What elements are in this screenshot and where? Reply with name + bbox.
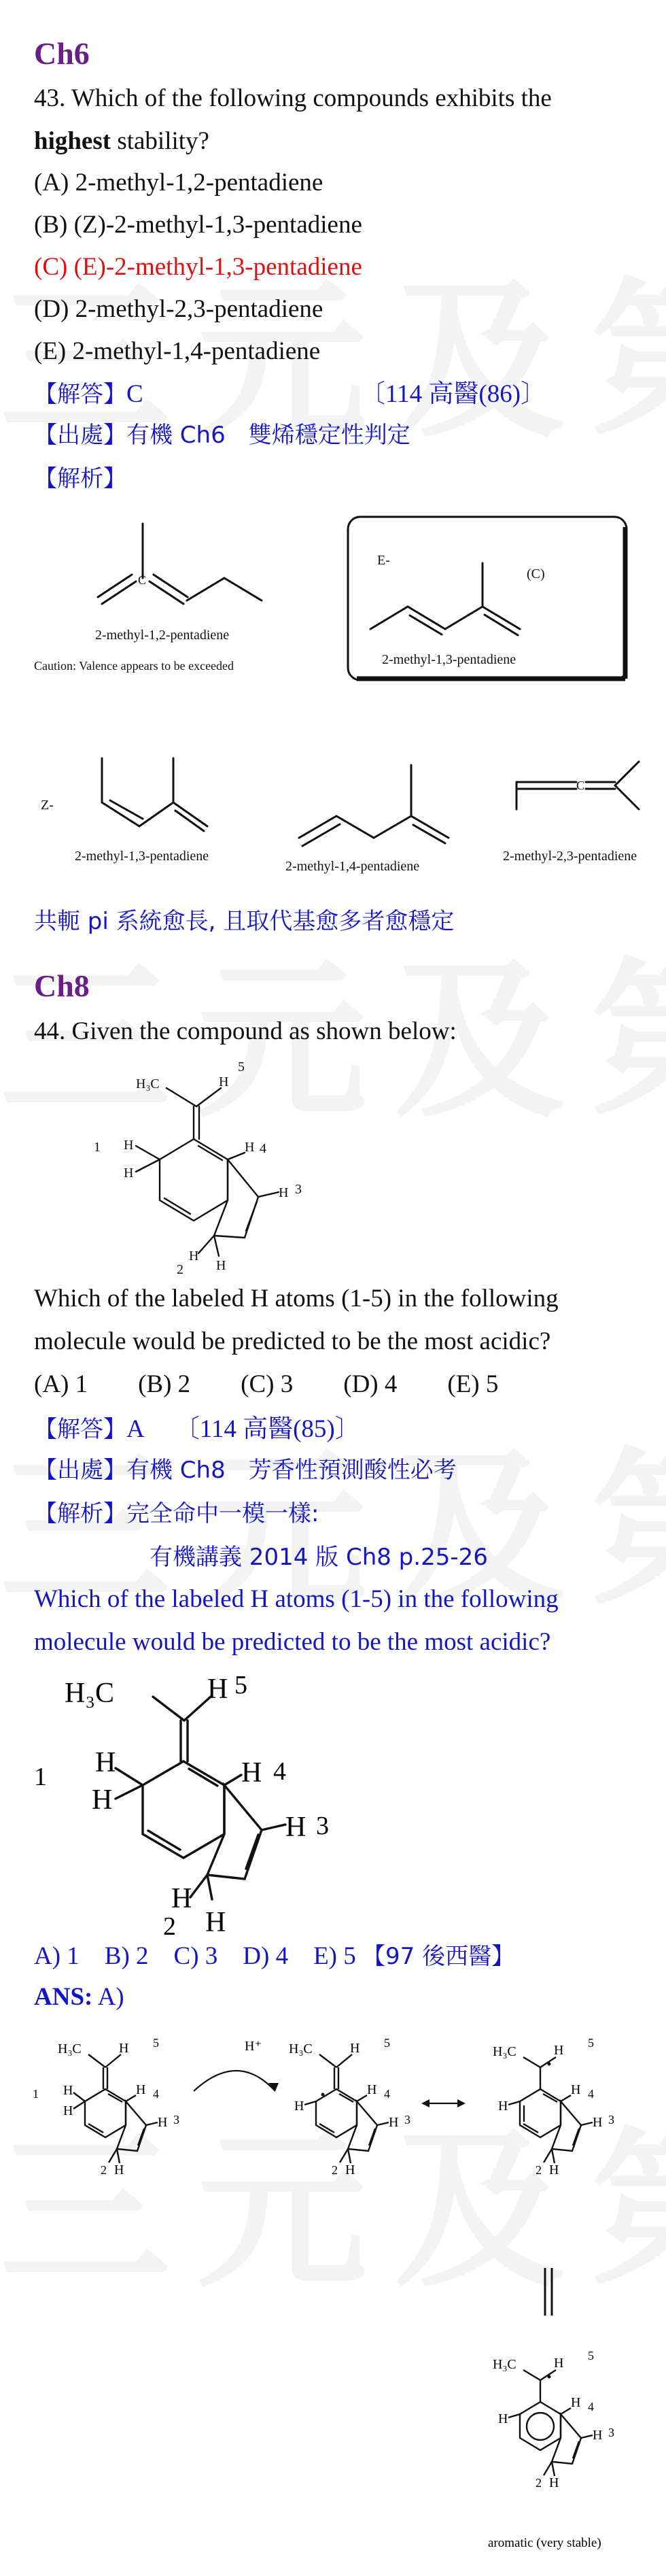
ch3-label: H₃C <box>289 2041 313 2056</box>
origin-label: 【出處】 <box>34 1457 126 1484</box>
num-4: 4 <box>384 2087 390 2101</box>
question-44-detail: Which of the labeled H atoms (1-5) in the following molecule would be predicted to be the most acidic? <box>34 1285 559 1355</box>
analysis-ref: 有機講義 2014 版 Ch8 p.25-26 <box>150 1544 488 1571</box>
blue-question: Which of the labeled H atoms (1-5) in the following molecule would be predicted to be the most acidic? <box>34 1585 559 1656</box>
origin-row-44 <box>34 1451 646 1485</box>
ch3-label: H₃C <box>493 2357 516 2372</box>
h-label: H <box>554 2356 564 2371</box>
analysis-row-43 <box>34 460 646 493</box>
num-4: 4 <box>153 2087 159 2101</box>
num-1: 1 <box>34 1763 47 1791</box>
h-label: H <box>549 2475 559 2490</box>
analysis-label: 【解析】 <box>34 1500 126 1527</box>
caution-note: Caution: Valence appears to be exceeded <box>34 659 234 673</box>
analysis-row-44 <box>34 1495 646 1528</box>
blue-options-text: A) 1 B) 2 C) 3 D) 4 E) 5 <box>34 1942 356 1970</box>
chapter-heading-ch6: Ch6 <box>34 36 90 71</box>
h-label: H <box>279 1185 289 1200</box>
option-c-correct: (C) (E)-2-methyl-1,3-pentadiene <box>34 253 362 281</box>
options-44: (A) 1 (B) 2 (C) 3 (D) 4 (E) 5 <box>34 1370 499 1398</box>
structure-z <box>41 758 209 864</box>
option-a: (A) 2-methyl-1,2-pentadiene <box>34 169 323 197</box>
mech-molecule-1 <box>33 2036 179 2177</box>
diene-structures <box>0 503 666 884</box>
molecule-large <box>27 1663 340 1942</box>
num-5: 5 <box>238 1060 245 1074</box>
num-3: 3 <box>404 2113 410 2126</box>
blue-options <box>34 1935 646 1978</box>
origin-label: 【出處】 <box>34 422 126 449</box>
ch3-label: H₃C <box>65 1678 114 1709</box>
h-label: H <box>554 2043 564 2058</box>
num-3: 3 <box>608 2113 614 2126</box>
structure-m14 <box>285 765 449 874</box>
h-label: H <box>549 2163 559 2177</box>
h-label: H <box>114 2163 124 2177</box>
h-label: H <box>593 2428 603 2443</box>
option-e: (E) 2-methyl-1,4-pentadiene <box>34 337 321 365</box>
answer-source: 〔114 高醫(85)〕 <box>174 1415 360 1443</box>
structure-m23 <box>503 762 639 864</box>
num-1: 1 <box>33 2087 39 2101</box>
mech-molecule-3 <box>493 2036 614 2177</box>
mech-molecule-2 <box>289 2036 410 2177</box>
num-2: 2 <box>163 1912 176 1941</box>
analysis-label: 【解析】 <box>34 465 126 492</box>
h-label: H <box>95 1747 116 1778</box>
svg-text:C: C <box>138 573 147 587</box>
label-m12: 2-methyl-1,2-pentadiene <box>95 628 230 643</box>
h-label: H <box>205 1907 226 1938</box>
num-1: 1 <box>94 1140 101 1155</box>
ch3-label: H₃C <box>493 2044 516 2059</box>
answer-value: C <box>126 380 143 408</box>
answer-row-44 <box>34 1408 646 1450</box>
num-5: 5 <box>384 2036 390 2050</box>
mech-molecule-aromatic <box>493 2349 614 2490</box>
num-4: 4 <box>588 2087 594 2101</box>
h-label: H <box>171 1883 192 1914</box>
label-m23: 2-methyl-2,3-pentadiene <box>503 849 637 864</box>
answer-row-43 <box>34 373 646 415</box>
ans-label: ANS: <box>34 1983 93 2011</box>
question-43 <box>34 77 646 163</box>
num-2: 2 <box>536 2476 542 2490</box>
question-43-prefix: 43. Which of the following compounds exhibits the <box>34 84 552 112</box>
question-43-suffix: stability? <box>111 127 209 155</box>
origin-value: 有機 Ch8 芳香性預測酸性必考 <box>126 1457 457 1484</box>
num-2: 2 <box>536 2163 542 2177</box>
num-4: 4 <box>588 2400 594 2413</box>
structure-e-box <box>348 517 627 680</box>
question-43-bold: highest <box>34 127 111 155</box>
h-label: H <box>119 2041 129 2056</box>
aromatic-label: aromatic (very stable) <box>488 2536 601 2550</box>
h-label: H <box>593 2115 603 2130</box>
h-label: H <box>245 1140 255 1155</box>
num-4: 4 <box>260 1141 266 1156</box>
h-label: H <box>124 1138 134 1153</box>
num-5: 5 <box>588 2349 594 2362</box>
h-label: H <box>124 1166 134 1181</box>
num-5: 5 <box>153 2036 159 2050</box>
h-label: H <box>136 2082 146 2097</box>
h-label: H <box>189 1249 199 1264</box>
label-m14: 2-methyl-1,4-pentadiene <box>285 859 420 874</box>
label-m13-z: 2-methyl-1,3-pentadiene <box>75 849 209 864</box>
h-label: H <box>498 2411 508 2426</box>
chapter-heading-ch8: Ch8 <box>34 968 90 1003</box>
hplus-label: H⁺ <box>245 2039 262 2054</box>
h-label: H <box>158 2115 168 2130</box>
num-2: 2 <box>101 2163 107 2177</box>
svg-text:C: C <box>576 779 585 792</box>
answer-label: 【解答】 <box>34 381 126 408</box>
num-2: 2 <box>332 2163 338 2177</box>
option-d: (D) 2-methyl-2,3-pentadiene <box>34 295 323 323</box>
num-3: 3 <box>295 1182 302 1197</box>
h-label: H <box>571 2395 581 2410</box>
num-3: 3 <box>608 2426 614 2439</box>
h-label: H <box>350 2041 360 2056</box>
num-5: 5 <box>588 2036 594 2050</box>
h-label: H <box>241 1757 262 1789</box>
label-m13-e: 2-methyl-1,3-pentadiene <box>382 652 516 667</box>
h-label: H <box>63 2103 73 2118</box>
answer-label: 【解答】 <box>34 1416 126 1443</box>
mechanism-diagram <box>0 2023 666 2567</box>
molecule-small <box>41 1057 326 1275</box>
z-prefix: Z- <box>41 798 54 813</box>
conclusion-43: 共軛 pi 系統愈長, 且取代基愈多者愈穩定 <box>34 908 455 935</box>
answer-source: 〔114 高醫(86)〕 <box>360 380 546 408</box>
structure-m12 <box>34 524 262 673</box>
num-3: 3 <box>173 2113 179 2126</box>
h-label: H <box>498 2099 508 2114</box>
h-label: H <box>345 2163 355 2177</box>
c-tag: (C) <box>527 566 545 581</box>
ch3-label: H₃C <box>58 2041 82 2056</box>
ch3-label: H₃C <box>136 1077 160 1091</box>
num-2: 2 <box>177 1262 183 1275</box>
ans-value: A) <box>97 1983 124 2011</box>
analysis-value: 完全命中一模一樣: <box>126 1500 319 1527</box>
origin-value: 有機 Ch6 雙烯穩定性判定 <box>126 422 410 449</box>
num-4: 4 <box>273 1757 286 1786</box>
blue-source: 【97 後西醫】 <box>362 1943 515 1970</box>
h-label: H <box>285 1812 306 1843</box>
num-5: 5 <box>234 1671 247 1699</box>
h-label: H <box>367 2082 377 2097</box>
h-label: H <box>92 1784 113 1816</box>
h-label: H <box>63 2083 73 2098</box>
question-44: 44. Given the compound as shown below: <box>34 1017 457 1045</box>
answer-value: A <box>126 1415 145 1443</box>
option-b: (B) (Z)-2-methyl-1,3-pentadiene <box>34 211 362 239</box>
h-label: H <box>219 1074 229 1089</box>
origin-row-43 <box>34 416 646 450</box>
h-label: H <box>571 2082 581 2097</box>
num-3: 3 <box>316 1812 329 1840</box>
h-label: H <box>389 2115 399 2130</box>
h-label: H <box>207 1674 228 1705</box>
e-prefix: E- <box>377 553 390 568</box>
options-43 <box>34 162 646 373</box>
ans-row <box>34 1976 646 2018</box>
h-label: H <box>216 1258 226 1273</box>
h-label: H <box>294 2099 304 2114</box>
